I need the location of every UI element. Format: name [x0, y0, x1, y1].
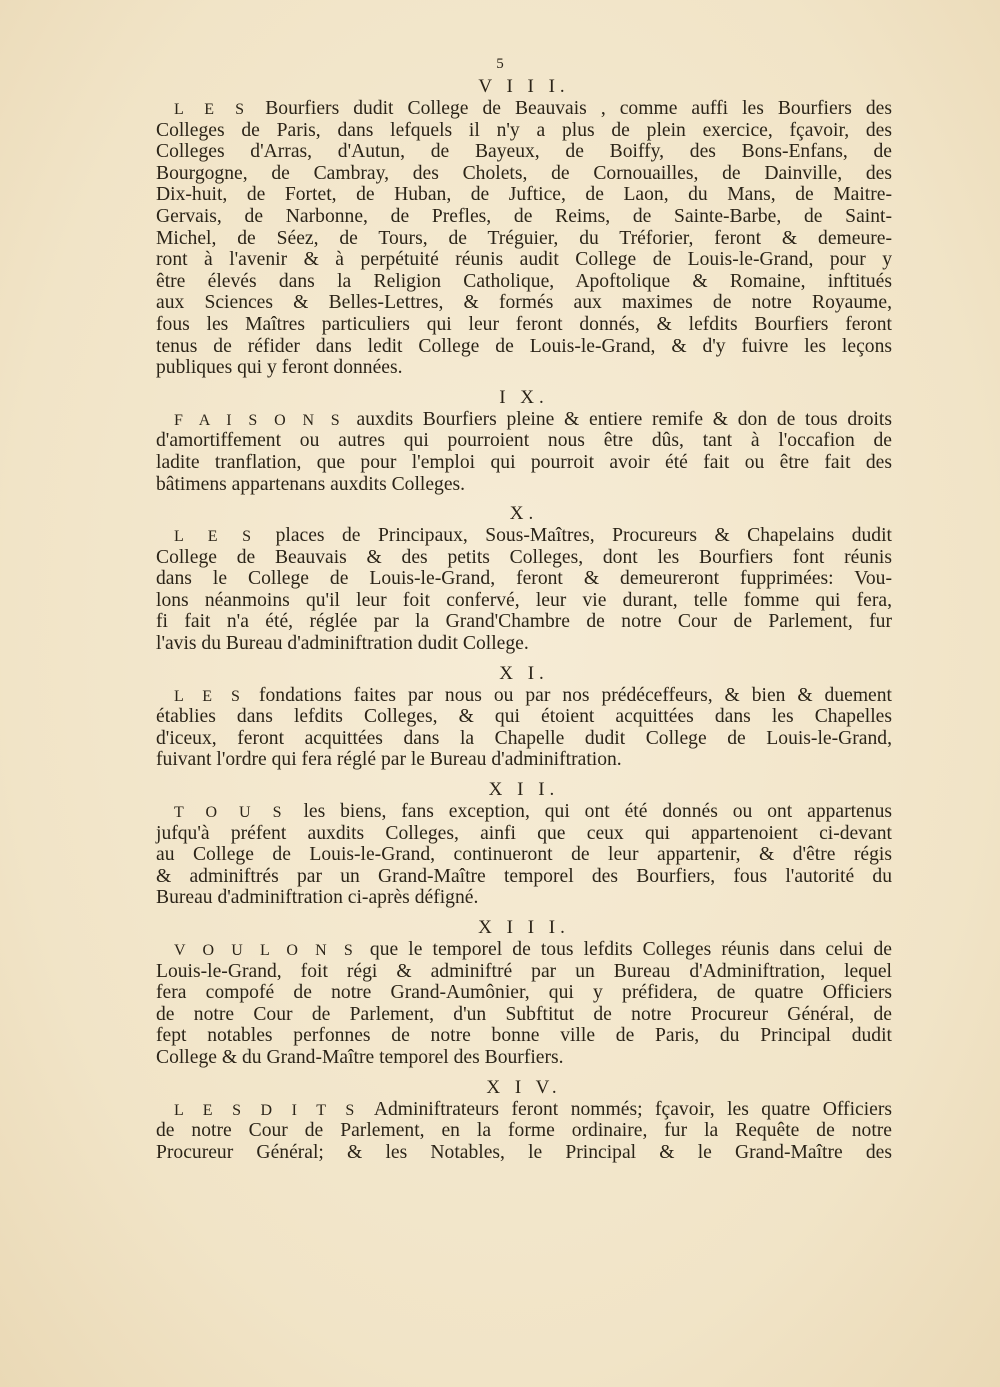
text-line: Michel, de Séez, de Tours, de Tréguier, du Tréforier, feront & demeure-	[156, 227, 892, 249]
article	[156, 1077, 892, 1164]
article-heading: V I I I.	[478, 76, 570, 97]
line-text: fondations faites par nous ou par nos prédéceffeurs, & bien & duement	[258, 684, 892, 706]
line-text: Bourfiers dudit College de Beauvais , comme auffi les Bourfiers des	[265, 98, 892, 119]
text-line: fera compofé de notre Grand-Aumônier, qui y préfidera, de quatre Officiers	[156, 982, 892, 1004]
text-line: être élevés dans la Religion Catholique, Apoftolique & Romaine, inftitués	[156, 270, 892, 292]
text-line: Dix-huit, de Fortet, de Huban, de Juftice, de Laon, du Mans, de Maitre-	[156, 184, 892, 206]
article-heading: I X.	[499, 386, 549, 408]
text-line	[156, 1099, 892, 1121]
text-line: de notre Cour de Parlement, d'un Subftitut de notre Procureur Général, de	[156, 1003, 892, 1025]
text-line: fept notables perfonnes de notre bonne ville de Paris, du Principal dudit	[156, 1025, 892, 1047]
lead-word: L E S	[174, 101, 266, 118]
text-line: jufqu'à préfent auxdits Colleges, ainfi que ceux qui appartenoient ci-devant	[156, 822, 892, 844]
text-line: fi fait n'a été, réglée par la Grand'Chambre de notre Cour de Parlement, fur	[156, 611, 892, 633]
text-line: au College de Louis-le-Grand, continueront de leur appartenir, & d'être régis	[156, 844, 892, 866]
text-line	[156, 685, 892, 707]
text-line: établies dans lefdits Colleges, & qui étoient acquittées dans les Chapelles	[156, 706, 892, 728]
line-text: que le temporel de tous lefdits Colleges réunis dans celui de	[369, 939, 892, 960]
text-line: College & du Grand-Maître temporel des Bourfiers.	[156, 1046, 564, 1068]
lead-word: F A I S O N S	[174, 411, 357, 429]
text-line: fuivant l'ordre qui fera réglé par le Bureau d'adminiftration.	[156, 749, 622, 771]
text-line: Bourgogne, de Cambray, des Cholets, de Cornouailles, de Dainville, des	[156, 162, 892, 184]
article	[156, 917, 892, 1069]
text-line: d'iceux, feront acquittées dans la Chapelle dudit College de Louis-le-Grand,	[156, 727, 892, 749]
lead-word: L E S D I T S	[174, 1101, 374, 1119]
text-line	[156, 939, 892, 961]
text-line: Gervais, de Narbonne, de Prefles, de Reims, de Sainte-Barbe, de Saint-	[156, 205, 892, 227]
text-line: ront à l'avenir & à perpétuité réunis audit College de Louis-le-Grand, pour y	[156, 249, 892, 271]
text-line: Colleges de Paris, dans lefquels il n'y a plus de plein exercice, fçavoir, des	[156, 119, 892, 141]
text-line	[156, 98, 892, 120]
article-heading: X.	[509, 503, 539, 525]
article-list	[156, 76, 892, 1171]
article	[156, 663, 892, 771]
text-line	[156, 801, 892, 823]
page-number: 5	[496, 56, 504, 72]
line-text: auxdits Bourfiers pleine & entiere remife & don de tous droits	[356, 408, 892, 430]
text-line: fous les Maîtres particuliers qui leur feront donnés, & lefdits Bourfiers feront	[156, 313, 892, 335]
article-heading: X I.	[499, 662, 549, 684]
article	[156, 387, 892, 495]
line-text: les biens, fans exception, qui ont été donnés ou ont appartenus	[303, 801, 892, 823]
text-line: d'amortiffement ou autres qui pourroient nous être dûs, tant à l'occafion de	[156, 430, 892, 452]
text-line	[156, 525, 892, 547]
lead-word: V O U L O N S	[174, 942, 370, 959]
text-line: & adminiftrés par un Grand-Maître temporel des Bourfiers, fous l'autorité du	[156, 865, 892, 887]
line-text: Adminiftrateurs feront nommés; fçavoir, les quatre Officiers	[373, 1098, 893, 1120]
text-line: bâtimens appartenans auxdits Colleges.	[156, 473, 466, 495]
lead-word: L E S	[174, 687, 259, 705]
text-line: de notre Cour de Parlement, en la forme ordinaire, fur la Requête de notre	[156, 1120, 892, 1142]
article	[156, 503, 892, 655]
lead-word: L E S	[174, 528, 276, 546]
text-line: l'avis du Bureau d'adminiftration dudit College.	[156, 633, 529, 655]
text-line: ladite tranflation, que pour l'emploi qui pourroit avoir été fait ou être fait des	[156, 451, 892, 473]
article	[156, 76, 892, 379]
text-line: dans le College de Louis-le-Grand, feront & demeureront fupprimées: Vou-	[156, 568, 892, 590]
text-line: College de Beauvais & des petits Colleges, dont les Bourfiers font réunis	[156, 546, 892, 568]
article	[156, 779, 892, 909]
text-line: publiques qui y feront données.	[156, 357, 403, 379]
text-line: lons néanmoins qu'il leur foit confervé, leur vie durant, telle fomme qui fera,	[156, 589, 892, 611]
text-line: aux Sciences & Belles-Lettres, & formés aux maximes de notre Royaume,	[156, 292, 892, 314]
article-heading: X I I.	[488, 779, 560, 801]
text-line: Louis-le-Grand, foit régi & adminiftré par un Bureau d'Adminiftration, lequel	[156, 960, 892, 982]
line-text: places de Principaux, Sous-Maîtres, Procureurs & Chapelains dudit	[275, 525, 892, 547]
text-line: Bureau d'adminiftration ci-après défigné.	[156, 887, 479, 909]
article-heading: X I I I.	[478, 917, 570, 938]
lead-word: T O U S	[174, 804, 304, 822]
article-heading: X I V.	[486, 1076, 562, 1098]
text-line: Procureur Général; & les Notables, le Principal & le Grand-Maître des	[156, 1141, 892, 1163]
text-line: tenus de réfider dans ledit College de Louis-le-Grand, & d'y fuivre les leçons	[156, 335, 892, 357]
text-line	[156, 409, 892, 431]
text-line: Colleges d'Arras, d'Autun, de Bayeux, de Boiffy, des Bons-Enfans, de	[156, 141, 892, 163]
